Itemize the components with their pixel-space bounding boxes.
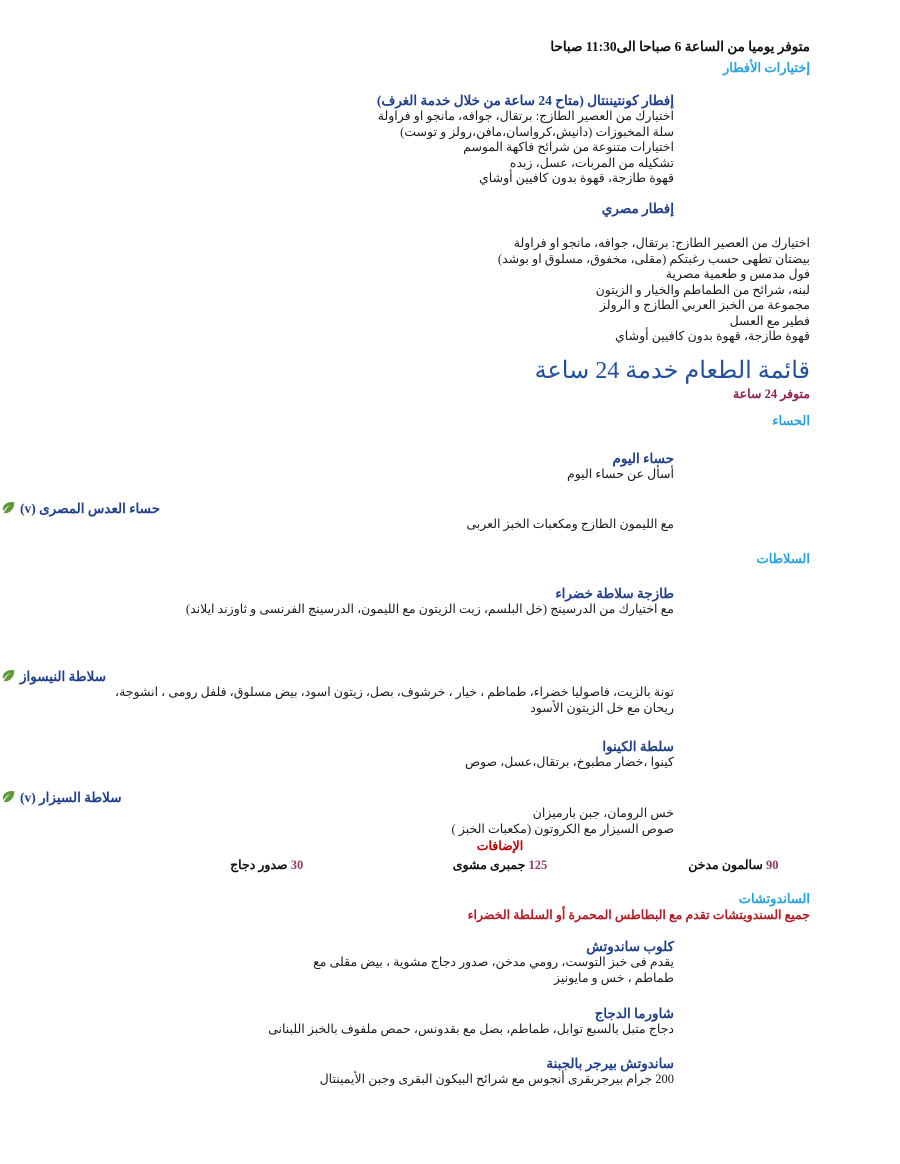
allday-heading: قائمة الطعام خدمة 24 ساعة — [534, 358, 810, 384]
soups-section-title: الحساء — [772, 413, 810, 428]
item-price — [764, 1055, 900, 1073]
item-price — [764, 789, 900, 807]
menu-item-fresh-green-salad[interactable] — [0, 585, 900, 618]
item-desc-line: طماطم ، خس و مايونيز — [553, 970, 674, 985]
item-price — [764, 500, 900, 518]
item-desc-line: اختيارات متنوعة من شرائح فاكهة الموسم — [463, 140, 674, 154]
item-desc-line: يقدم فى خبز التوست، رومي مدخن، صدور دجاج مشوية ، بيض مقلى مع — [313, 955, 674, 969]
salads-section-title: السلاطات — [756, 551, 810, 566]
addons-heading: الإضافات — [476, 839, 524, 853]
item-desc-line: قهوة طازجة، قهوة بدون كافيين أوشاي — [479, 171, 674, 185]
item-desc-line: مع اختيارك من الدرسينج (خل البلسم، زيت الزيتون مع الليمون، الدرسينج الفرنسى و ثاوزند ايلاند) — [185, 602, 674, 616]
item-desc-line: أسأل عن حساء اليوم — [566, 467, 674, 481]
leaf-icon — [2, 501, 15, 514]
item-desc-line: 200 جرام بيرجربقرى أنجوس مع شرائح البيكون البقرى وجبن الأيمينتال — [319, 1072, 674, 1086]
item-desc-line: تونة بالزيت، فاصوليا خضراء، طماطم ، خيار ، خرشوف، بصل، زيتون اسود، بيض مسلوق، فلفل رومى ، انشوجة، — [115, 685, 674, 699]
item-desc-line: سلة المخبوزات (دانيش،كرواسان،مافن،رولز و توست) — [400, 124, 674, 139]
menu-item-chicken-shawarma[interactable] — [0, 1005, 900, 1038]
menu-item-egyptian-breakfast-desc — [40, 236, 810, 345]
item-title: سلطة الكينوا — [602, 739, 674, 754]
item-price — [764, 938, 900, 956]
item-price — [764, 200, 900, 218]
menu-item-egyptian-lentil-soup[interactable] — [0, 500, 900, 533]
addon-label: صدور دجاج — [230, 858, 288, 872]
item-price — [764, 585, 900, 603]
item-desc-line: فول مدمس و طعمية مصرية — [665, 267, 810, 281]
item-desc-line: دجاج متبل بالسبع توابل، طماطم، بصل مع بقدونس، حمص ملفوف بالخبز اللبنانى — [268, 1022, 674, 1036]
item-title: إفطار مصري — [601, 201, 674, 216]
allday-subheading: متوفر 24 ساعة — [732, 387, 810, 401]
menu-item-nicoise-salad[interactable] — [0, 668, 900, 716]
breakfast-header-block — [40, 38, 810, 76]
addon-label: سالمون مدخن — [688, 858, 763, 872]
item-title: سلاطة السيزار (v) — [20, 790, 122, 805]
addon-item-smoked-salmon[interactable] — [617, 857, 850, 873]
item-title: طازجة سلاطة خضراء — [555, 586, 674, 601]
item-desc-line: لبنه، شرائح من الطماطم والخيار و الزيتون — [595, 282, 810, 297]
item-price — [764, 1005, 900, 1023]
item-desc-line: بيضتان تطهى حسب رغبتكم (مقلى، مخفوق، مسلوق او بوشد) — [497, 251, 810, 266]
item-price — [764, 450, 900, 468]
addon-item-chicken-breast[interactable] — [150, 857, 383, 873]
menu-item-egyptian-breakfast[interactable] — [0, 200, 900, 218]
item-desc-line: اختيارك من العصير الطازج: برتقال، جوافه، مانجو او فراولة — [377, 109, 674, 123]
addon-amount: 30 — [290, 858, 304, 872]
menu-item-club-sandwich[interactable] — [0, 938, 900, 986]
sandwiches-section-subtitle: جميع السندويتشات تقدم مع البطاطس المحمرة أو السلطة الخضراء — [467, 908, 810, 922]
item-title: ساندوتش بيرجر بالجبنة — [546, 1056, 674, 1071]
item-title: إفطار كونتيننتال (متاح 24 ساعة من خلال خدمة الغرف) — [376, 93, 674, 108]
addons-block — [150, 838, 850, 873]
menu-item-cheese-burger-sandwich[interactable] — [0, 1055, 900, 1088]
breakfast-section-title: إختيارات الأفطار — [723, 60, 810, 75]
item-price — [764, 668, 900, 686]
item-desc-line: مجموعة من الخبز العربي الطازج و الرولز — [599, 298, 810, 312]
menu-item-continental-breakfast[interactable] — [0, 92, 900, 187]
item-desc-line: خس الرومان، جبن بارميزان — [532, 806, 674, 820]
menu-item-soup-of-the-day[interactable] — [0, 450, 900, 483]
leaf-icon — [2, 669, 15, 682]
allday-heading-block — [40, 356, 810, 403]
addon-amount: 90 — [765, 858, 779, 872]
item-title: كلوب ساندوتش — [586, 939, 674, 954]
item-desc-line: اختيارك من العصير الطازج: برتقال، جوافه، مانجو او فراولة — [513, 236, 810, 250]
item-desc-line: فطير مع العسل — [729, 313, 810, 328]
item-title: حساء العدس المصرى (v) — [20, 501, 161, 516]
item-title: سلاطة النيسواز — [20, 669, 107, 684]
item-price — [764, 92, 900, 110]
leaf-icon — [2, 790, 15, 803]
addon-item-grilled-shrimp[interactable] — [383, 857, 616, 873]
addon-amount: 125 — [528, 858, 548, 872]
item-desc-line: قهوة طازجة، قهوة بدون كافيين أوشاي — [615, 329, 810, 343]
item-desc-line: كينوا ،خضار مطبوخ، برتقال،عسل، صوص — [464, 755, 674, 769]
breakfast-availability-note: متوفر يوميا من الساعة 6 صباحا الى11:30 صباحا — [550, 39, 810, 54]
menu-item-caesar-salad[interactable] — [0, 789, 900, 837]
item-desc-line: مع الليمون الطازج ومكعبات الخبز العربى — [466, 517, 674, 531]
item-desc-line: صوص السيزار مع الكروتون (مكعبات الخبز ) — [451, 821, 674, 836]
sandwiches-section-block — [40, 890, 810, 923]
sandwiches-section-title: الساندوتشات — [738, 891, 810, 906]
addons-strip — [150, 857, 850, 873]
item-desc-line: تشكيله من المربات، عسل، زبده — [509, 155, 674, 170]
menu-item-quinoa-salad[interactable] — [0, 738, 900, 771]
item-price — [764, 738, 900, 756]
item-desc-line: ريحان مع خل الزيتون الأسود — [530, 700, 674, 715]
item-title: حساء اليوم — [612, 451, 674, 466]
addon-label: جمبرى مشوى — [452, 858, 526, 872]
item-title: شاورما الدجاج — [594, 1006, 674, 1021]
